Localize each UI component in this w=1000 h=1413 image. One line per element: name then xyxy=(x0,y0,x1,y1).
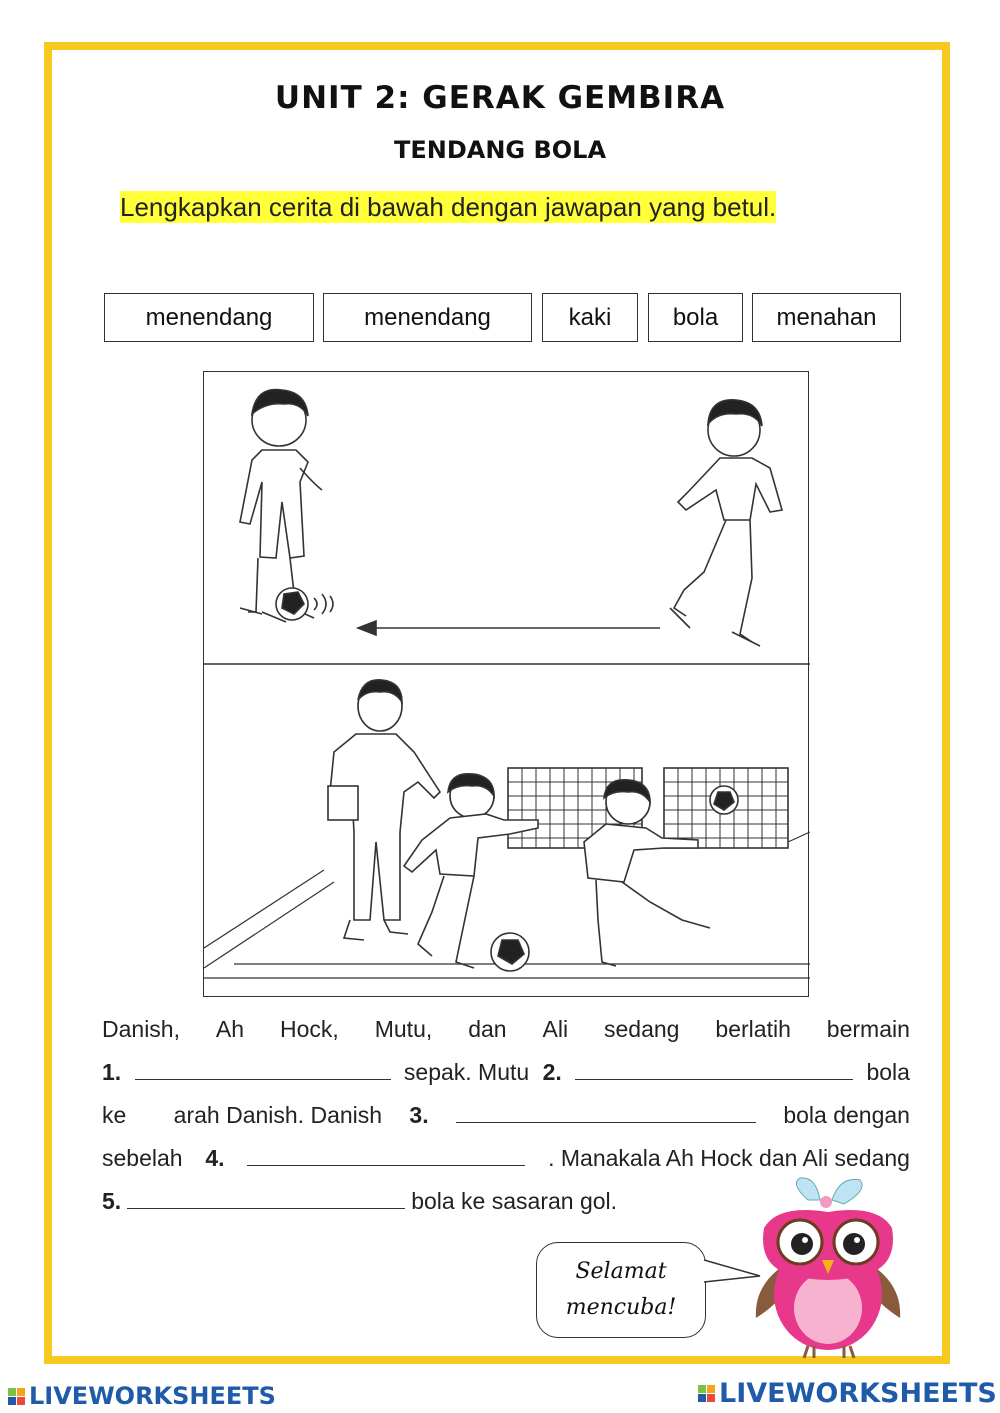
page-subtitle: TENDANG BOLA xyxy=(393,136,607,164)
story-word: Hock, xyxy=(280,1016,339,1042)
blank-number-5: 5. xyxy=(102,1188,122,1214)
boy-kicking xyxy=(670,400,782,646)
story-word: bermain xyxy=(826,1016,910,1042)
story-text-segment: bola ke sasaran gol. xyxy=(411,1188,618,1214)
word-bank-item-1[interactable]: menendang xyxy=(104,293,314,342)
answer-blank-4[interactable] xyxy=(247,1159,525,1166)
story-text-segment: sepak. Mutu xyxy=(403,1059,530,1085)
story-word: dan xyxy=(468,1016,507,1042)
ball-top xyxy=(276,588,333,620)
instruction xyxy=(120,188,880,226)
story-text-segment: bola xyxy=(866,1059,910,1085)
answer-blank-2[interactable] xyxy=(575,1073,853,1080)
answer-blank-1[interactable] xyxy=(135,1073,391,1080)
word-bank-item-4[interactable]: bola xyxy=(648,293,743,342)
footer-brand-right xyxy=(698,1378,997,1409)
word-bank-item-3[interactable]: kaki xyxy=(542,293,638,342)
instruction-text: Lengkapkan cerita di bawah dengan jawapan yang betul. xyxy=(120,192,777,222)
speech-bubble-line-1: Selamat xyxy=(575,1259,667,1284)
story-line-3 xyxy=(102,1086,910,1129)
footer-brand-left xyxy=(8,1382,276,1410)
blank-number-4: 4. xyxy=(205,1145,225,1171)
story-word: berlatih xyxy=(715,1016,791,1042)
answer-blank-3[interactable] xyxy=(456,1116,756,1123)
story-text-segment: ke xyxy=(102,1102,127,1128)
word-bank-item-2[interactable]: menendang xyxy=(323,293,532,342)
answer-blank-5[interactable] xyxy=(127,1202,405,1209)
football-illustration xyxy=(203,371,809,997)
liveworksheets-logo-icon xyxy=(698,1385,715,1402)
goal-right xyxy=(664,768,788,848)
footer-brand-left-text: LIVEWORKSHEETS xyxy=(29,1382,276,1410)
story-text-segment: bola dengan xyxy=(783,1102,910,1128)
teacher xyxy=(328,680,440,940)
footer-brand-right-text: LIVEWORKSHEETS xyxy=(719,1378,997,1409)
speech-bubble-line-2: mencuba! xyxy=(565,1295,677,1320)
page-title: UNIT 2: GERAK GEMBIRA xyxy=(274,80,726,116)
blank-number-2: 2. xyxy=(542,1059,562,1085)
story-text-segment: . Manakala Ah Hock dan Ali sedang xyxy=(548,1145,910,1171)
blank-number-3: 3. xyxy=(409,1102,429,1128)
story-word: Danish, xyxy=(102,1016,180,1042)
speech-bubble xyxy=(536,1242,706,1338)
story-text-segment: sebelah xyxy=(102,1145,183,1171)
story-line-1 xyxy=(102,1000,910,1043)
ball-bottom xyxy=(491,933,529,971)
story-word: Ali xyxy=(542,1016,569,1042)
blank-number-1: 1. xyxy=(102,1059,122,1085)
story-line-2 xyxy=(102,1043,910,1086)
owl-mascot xyxy=(750,1176,906,1360)
story-word: Ah xyxy=(215,1016,245,1042)
story-text-segment: arah Danish. Danish xyxy=(173,1102,383,1128)
boy-receiving xyxy=(240,390,322,623)
pass-arrow xyxy=(358,621,660,635)
story-word: sedang xyxy=(604,1016,680,1042)
word-bank-item-5[interactable]: menahan xyxy=(752,293,901,342)
story-line-4 xyxy=(102,1129,910,1172)
liveworksheets-logo-icon xyxy=(8,1388,25,1405)
story-word: Mutu, xyxy=(374,1016,433,1042)
